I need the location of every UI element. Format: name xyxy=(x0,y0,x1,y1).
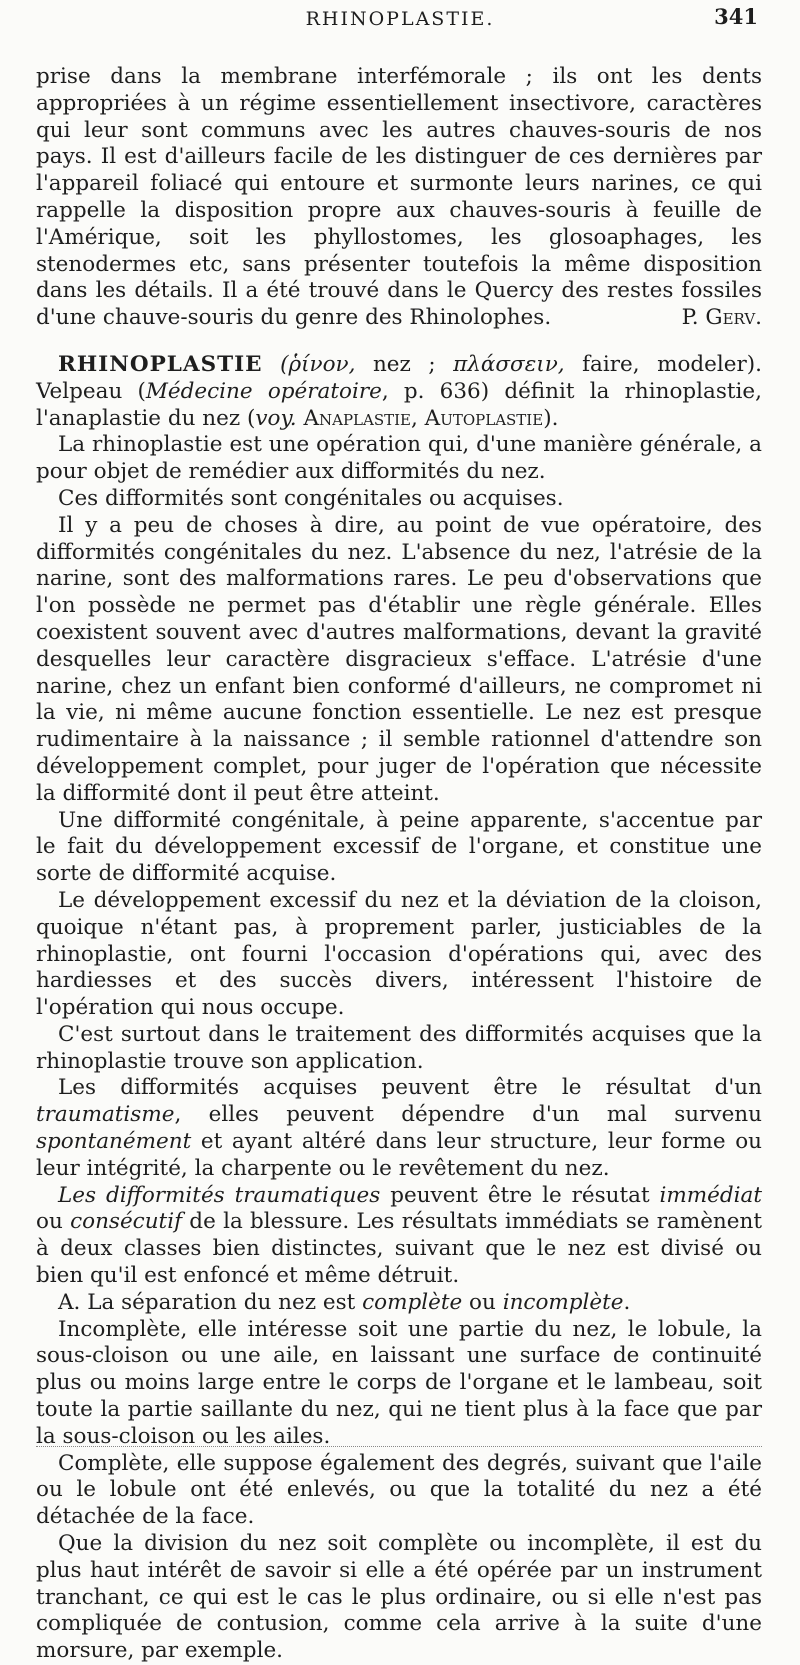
paragraph-2: Ces difformités sont congénitales ou acquises. xyxy=(58,485,564,511)
p9-emph-1: complète xyxy=(362,1289,463,1315)
continuation-paragraph xyxy=(36,64,762,332)
paragraph-1: La rhinoplastie est une opération qui, d'une manière générale, a pour objet de remédier aux difformités du nez. xyxy=(36,432,762,485)
page-number: 341 xyxy=(714,4,758,29)
p7-emph-1: traumatisme xyxy=(36,1102,175,1128)
running-head xyxy=(0,6,800,36)
paragraph-10: Incomplète, elle intéresse soit une partie du nez, le lobule, la sous-cloison ou une aile, en laissant une surface de continuité plus ou moins large entre le corps de l'organe et le lambeau, soit toute la partie saillante du nez, qui ne tient plus à la face que par la sous-cloison ou les ailes. xyxy=(36,1316,762,1449)
p8-text-2: ou xyxy=(36,1209,71,1235)
entry-headword: RHINOPLASTIE xyxy=(58,351,263,377)
p8-text-1: peuvent être le résutat xyxy=(380,1182,660,1208)
p8-emph-1: Les difformités traumatiques xyxy=(58,1182,381,1208)
entry-gap xyxy=(36,332,762,352)
etymology-gloss-1: nez ; xyxy=(372,351,436,377)
voy-abbrev: voy. xyxy=(255,405,297,431)
body-text xyxy=(36,64,762,1665)
paragraph-9 xyxy=(36,1290,762,1317)
continuation-text: prise dans la membrane interfémorale ; ils ont les dents appropriées à un régime essentiellement insectivore, caractères qui leur sont communs avec les autres chauves-souris de nos pays. Il est d'ailleurs facile de les distinguer de ces dernières par l'appareil foliacé qui entoure et surmonte leurs narines, ce qui rappelle la disposition propre aux chauves-souris à feuille de l'Amérique, soit les phyllostomes, les glosoaphages, les stenodermes etc, sans présenter toutefois la même disposition dans les détails. Il a été trouvé dans le Quercy des restes fossiles d'une chauve-souris du genre des Rhinolophes. xyxy=(36,64,762,331)
paragraph-6: C'est surtout dans le traitement des difformités acquises que la rhinoplastie trouve son application. xyxy=(36,1021,762,1074)
p7-text-1: Les difformités acquises peuvent être le résultat d'un xyxy=(58,1075,762,1101)
p8-emph-2: immédiat xyxy=(659,1182,762,1208)
paragraph-7 xyxy=(36,1075,762,1182)
definition-text: , p. 636) définit la rhinoplastie, l'anaplastie du nez ( xyxy=(36,378,762,431)
p8-text-3: de la blessure. Les résultats immédiats se ramènent à deux classes bien distinctes, suivant que le nez est divisé ou bien qu'il est enfoncé et même détruit. xyxy=(36,1209,762,1289)
etymology-gloss-2: faire, modeler). Velpeau ( xyxy=(36,351,762,404)
paragraph-4: Une difformité congénitale, à peine apparente, s'accentue par le fait du développement excessif de l'organe, et constitue une sorte de difformité acquise. xyxy=(36,807,762,887)
paragraph-12: Que la division du nez soit complète ou incomplète, il est du plus haut intérêt de savoir si elle a été opérée par un instrument tranchant, ce qui est le cas le plus ordinaire, ou si elle n'est pas compliquée de contusion, comme cela arrive à la suite d'une morsure, par exemple. xyxy=(36,1531,762,1664)
p9-text-1: A. La séparation du nez est xyxy=(58,1289,363,1315)
entry-definition xyxy=(36,352,762,432)
p8-emph-3: consécutif xyxy=(70,1209,183,1235)
etymology-greek-1: (ῥίνον, xyxy=(280,351,356,377)
p7-text-2: , elles peuvent dépendre d'un mal survenu xyxy=(174,1102,762,1128)
bottom-rule xyxy=(36,1446,762,1447)
cited-work-title: Médecine opératoire xyxy=(145,378,382,404)
cross-ref-separator: , xyxy=(411,405,425,431)
p7-text-3: et ayant altéré dans leur structure, leur forme ou leur intégrité, la charpente ou le revêtement du nez. xyxy=(36,1129,762,1181)
paragraph-3: Il y a peu de choses à dire, au point de vue opératoire, des difformités congénitales du nez. L'absence du nez, l'atrésie de la narine, sont des malformations rares. Le peu d'observations que l'on possède ne permet pas d'établir une règle générale. Elles coexistent souvent avec d'autres malformations, devant la gravité desquelles leur caractère disgracieux s'efface. L'atrésie d'une narine, chez un enfant bien conformé d'ailleurs, ne compromet ni la vie, ni même aucune fonction essentielle. Le nez est presque rudimentaire à la naissance ; il semble rationnel d'attendre son développement complet, pour juger de l'opération que nécessite la difformité dont il peut être atteint. xyxy=(36,512,762,806)
author-signature: P. Gerv. xyxy=(681,305,762,331)
etymology-greek-2: πλάσσειν, xyxy=(453,351,565,377)
paragraph-5: Le développement excessif du nez et la déviation de la cloison, quoique n'étant pas, à proprement parler, justiciables de la rhinoplastie, ont fourni l'occasion d'opérations qui, avec des hardiesses et des succès divers, intéressent l'histoire de l'opération qui nous occupe. xyxy=(36,887,762,1021)
running-title: RHINOPLASTIE. xyxy=(305,8,495,30)
cross-ref-end: ). xyxy=(543,405,559,431)
p7-emph-2: spontanément xyxy=(36,1129,192,1155)
paragraph-11: Complète, elle suppose également des degrés, suivant que l'aile ou le lobule ont été enlevés, ou que la totalité du nez a été détachée de la face. xyxy=(36,1450,762,1530)
cross-ref-autoplastie: Autoplastie xyxy=(424,405,544,431)
p9-text-3: . xyxy=(623,1289,631,1315)
cross-ref-anaplastie: Anaplastie xyxy=(303,405,411,431)
p9-text-2: ou xyxy=(462,1289,503,1315)
paragraph-8 xyxy=(36,1183,762,1290)
p9-emph-2: incomplète xyxy=(502,1289,624,1315)
